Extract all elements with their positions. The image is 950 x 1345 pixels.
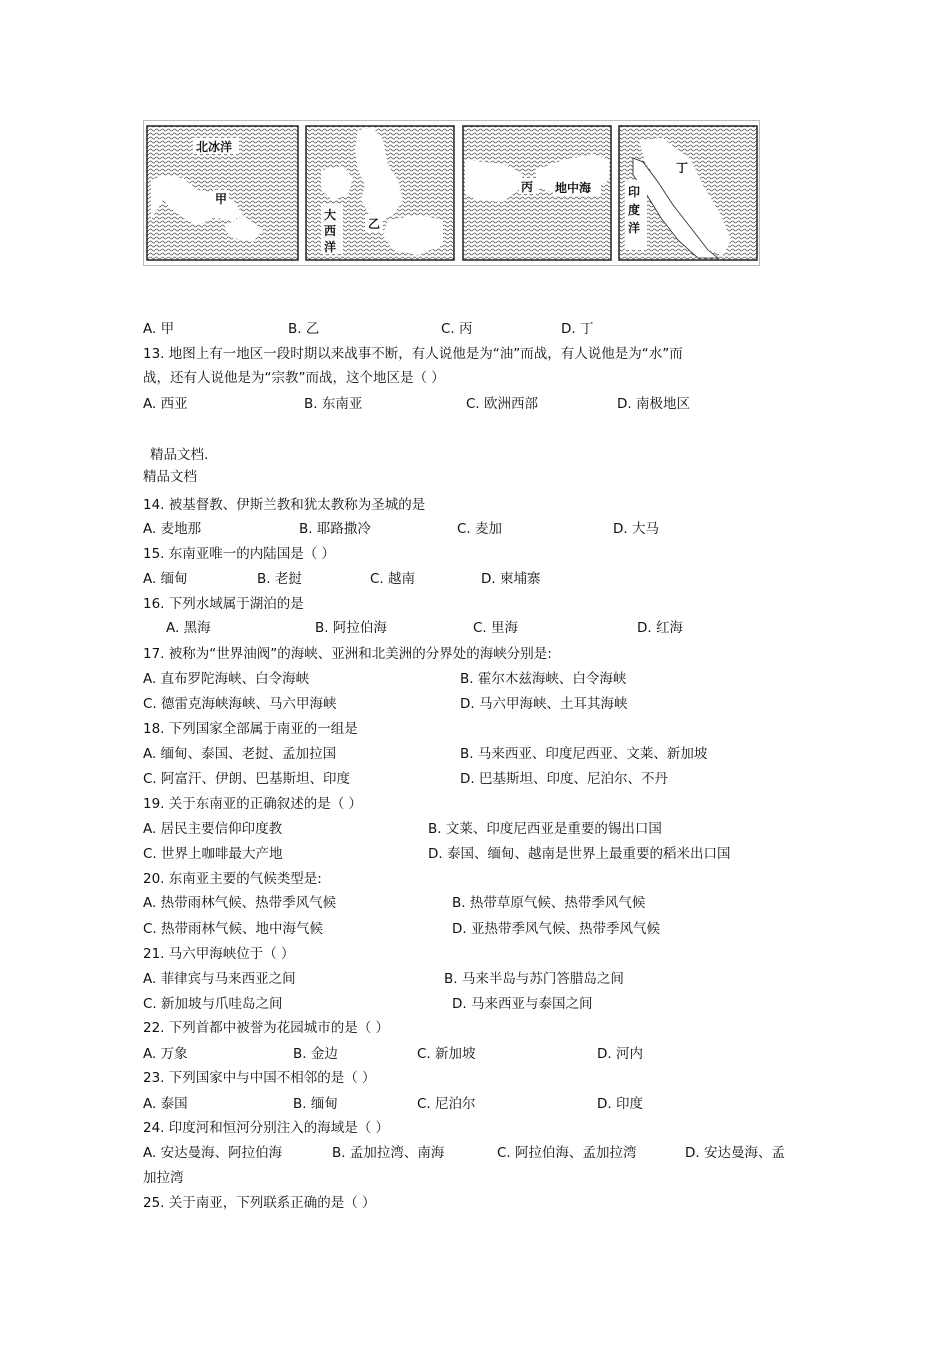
q12-option-d: D. 丁: [561, 321, 594, 337]
q24-stem: 24. 印度河和恒河分别注入的海域是（ ）: [143, 1120, 390, 1136]
q15-option-d: D. 柬埔寨: [481, 571, 541, 587]
q19-option-b: B. 文莱、印度尼西亚是重要的锡出口国: [428, 821, 662, 837]
q19-option-a: A. 居民主要信仰印度教: [143, 821, 283, 837]
map3-label-dizhonghai: 地中海: [555, 181, 592, 195]
q22-option-c: C. 新加坡: [417, 1046, 476, 1062]
q20-option-a: A. 热带雨林气候、热带季风气候: [143, 895, 337, 911]
q16-stem: 16. 下列水域属于湖泊的是: [143, 596, 304, 612]
q21-option-a: A. 菲律宾与马来西亚之间: [143, 971, 296, 987]
q23-option-d: D. 印度: [597, 1096, 643, 1112]
q13-option-d: D. 南极地区: [617, 396, 690, 412]
q24-option-d-continuation: 加拉湾: [143, 1170, 184, 1186]
q22-option-a: A. 万象: [143, 1046, 188, 1062]
q15-option-c: C. 越南: [370, 571, 416, 587]
q15-option-a: A. 缅甸: [143, 571, 188, 587]
q15-option-b: B. 老挝: [257, 571, 302, 587]
q18-option-b: B. 马来西亚、印度尼西亚、文莱、新加坡: [460, 746, 708, 762]
map4-label-yin: 印: [628, 185, 641, 199]
q23-option-c: C. 尼泊尔: [417, 1096, 476, 1112]
q21-option-d: D. 马来西亚与泰国之间: [452, 996, 593, 1012]
map-strip-svg: [143, 120, 760, 266]
q12-option-b: B. 乙: [288, 321, 320, 337]
map4-label-ding: 丁: [676, 161, 689, 175]
q22-option-d: D. 河内: [597, 1046, 643, 1062]
q22-stem: 22. 下列首都中被誉为花园城市的是（ ）: [143, 1020, 390, 1036]
q12-option-a: A. 甲: [143, 321, 175, 337]
q13-option-b: B. 东南亚: [304, 396, 363, 412]
map4-label-yang: 洋: [628, 221, 641, 235]
q24-option-c: C. 阿拉伯海、孟加拉湾: [497, 1145, 637, 1161]
q18-option-d: D. 巴基斯坦、印度、尼泊尔、不丹: [460, 771, 668, 787]
q24-option-a: A. 安达曼海、阿拉伯海: [143, 1145, 283, 1161]
q18-option-a: A. 缅甸、泰国、老挝、孟加拉国: [143, 746, 337, 762]
q13-stem-line2: 战，还有人说他是为“宗教”而战，这个地区是（ ）: [143, 370, 445, 386]
map2-label-yi: 乙: [368, 217, 381, 231]
map3-label-bing: 丙: [521, 180, 534, 194]
q18-stem: 18. 下列国家全部属于南亚的一组是: [143, 721, 358, 737]
map2-label-xi: 西: [324, 224, 337, 238]
q23-option-b: B. 缅甸: [293, 1096, 338, 1112]
q12-option-c: C. 丙: [441, 321, 473, 337]
q16-option-a: A. 黑海: [166, 620, 211, 636]
q17-option-b: B. 霍尔木兹海峡、白令海峡: [460, 671, 627, 687]
q14-option-b: B. 耶路撒冷: [299, 521, 371, 537]
q16-option-c: C. 里海: [473, 620, 519, 636]
q16-option-d: D. 红海: [637, 620, 683, 636]
q14-option-a: A. 麦地那: [143, 521, 202, 537]
q16-option-b: B. 阿拉伯海: [315, 620, 387, 636]
map-strip: [143, 120, 760, 266]
q20-stem: 20. 东南亚主要的气候类型是:: [143, 871, 322, 887]
q18-option-c: C. 阿富汗、伊朗、巴基斯坦、印度: [143, 771, 351, 787]
q14-option-c: C. 麦加: [457, 521, 503, 537]
q17-stem: 17. 被称为“世界油阀”的海峡、亚洲和北美洲的分界处的海峡分别是:: [143, 646, 552, 662]
q17-option-c: C. 德雷克海峡海峡、马六甲海峡: [143, 696, 337, 712]
q20-option-d: D. 亚热带季风气候、热带季风气候: [452, 921, 660, 937]
q23-option-a: A. 泰国: [143, 1096, 188, 1112]
q13-option-a: A. 西亚: [143, 396, 188, 412]
map2-label-yang: 洋: [324, 240, 337, 254]
q17-option-a: A. 直布罗陀海峡、白令海峡: [143, 671, 310, 687]
q13-stem-line1: 13. 地图上有一地区一段时期以来战事不断，有人说他是为“油”而战，有人说他是为“水”而: [143, 346, 683, 362]
q19-option-d: D. 泰国、缅甸、越南是世界上最重要的稻米出口国: [428, 846, 731, 862]
q15-stem: 15. 东南亚唯一的内陆国是（ ）: [143, 546, 336, 562]
q13-option-c: C. 欧洲西部: [466, 396, 539, 412]
q14-stem: 14. 被基督教、伊斯兰教和犹太教称为圣城的是: [143, 497, 426, 513]
q25-stem: 25. 关于南亚，下列联系正确的是（ ）: [143, 1195, 376, 1211]
q20-option-b: B. 热带草原气候、热带季风气候: [452, 895, 646, 911]
map1-label-beibingyang: 北冰洋: [196, 140, 233, 154]
q19-option-c: C. 世界上咖啡最大产地: [143, 846, 283, 862]
q20-option-c: C. 热带雨林气候、地中海气候: [143, 921, 324, 937]
q24-option-d: D. 安达曼海、孟: [685, 1145, 785, 1161]
q21-stem: 21. 马六甲海峡位于（ ）: [143, 946, 295, 962]
q22-option-b: B. 金边: [293, 1046, 338, 1062]
map4-label-du: 度: [628, 203, 641, 217]
q24-option-b: B. 孟加拉湾、南海: [332, 1145, 445, 1161]
q23-stem: 23. 下列国家中与中国不相邻的是（ ）: [143, 1070, 376, 1086]
watermark-line2: 精品文档: [143, 469, 197, 485]
q14-option-d: D. 大马: [613, 521, 659, 537]
watermark-line1: 精品文档.: [150, 447, 209, 463]
q19-stem: 19. 关于东南亚的正确叙述的是（ ）: [143, 796, 363, 812]
q21-option-c: C. 新加坡与爪哇岛之间: [143, 996, 283, 1012]
q21-option-b: B. 马来半岛与苏门答腊岛之间: [444, 971, 624, 987]
q17-option-d: D. 马六甲海峡、土耳其海峡: [460, 696, 628, 712]
map1-label-jia: 甲: [215, 192, 228, 206]
map2-label-da: 大: [324, 208, 337, 222]
